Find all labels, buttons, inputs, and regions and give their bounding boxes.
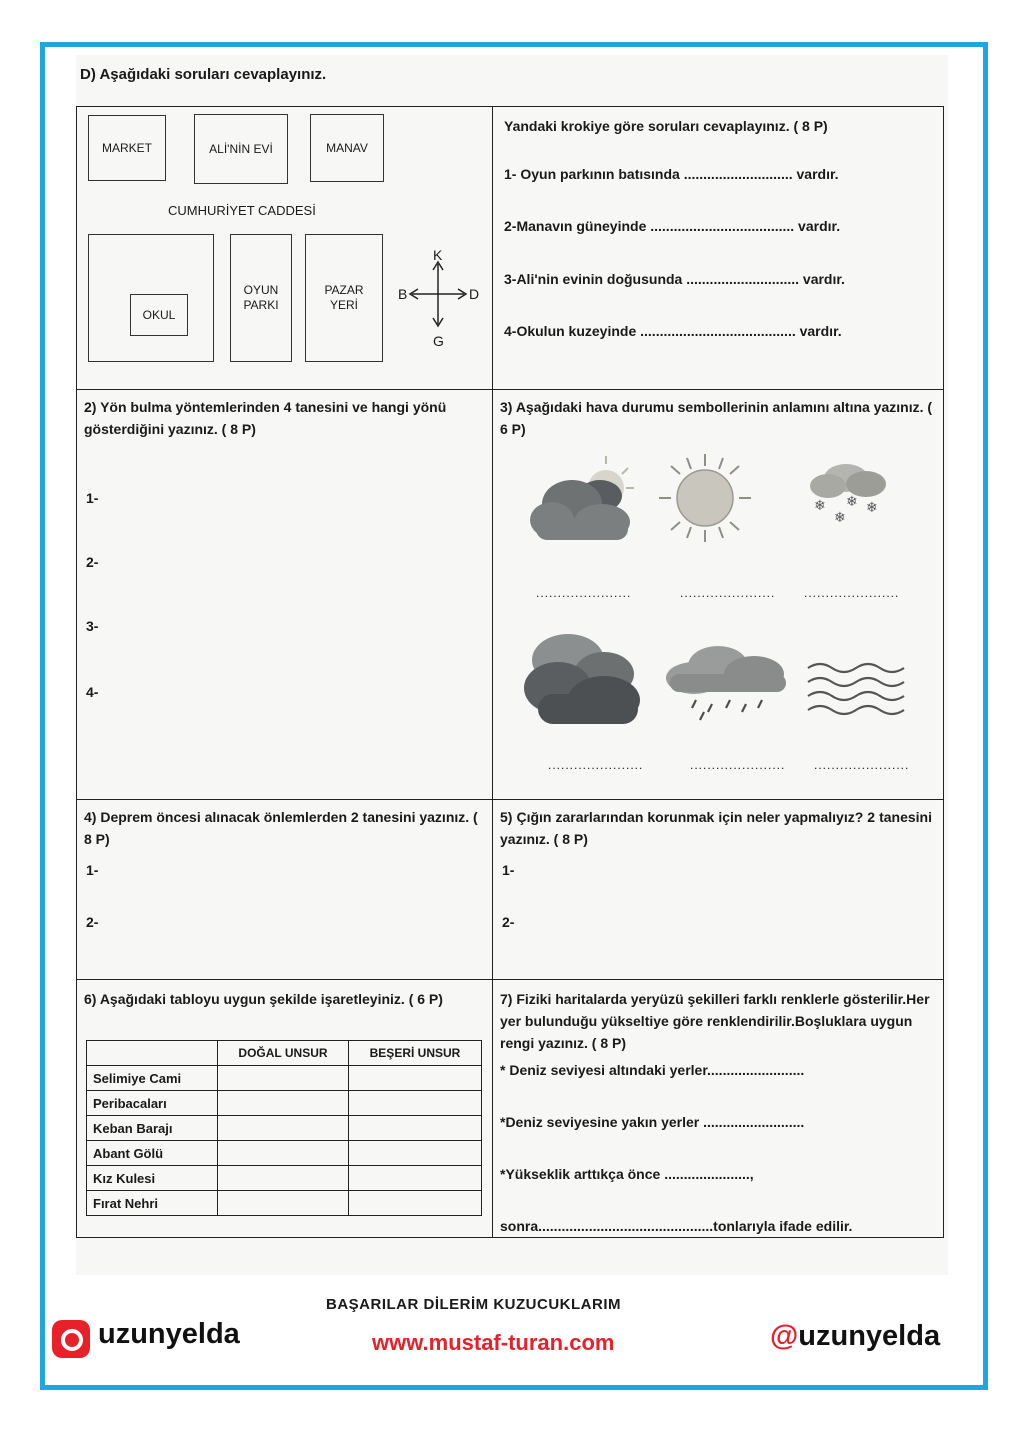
sun-icon bbox=[655, 452, 755, 544]
answer-cell[interactable] bbox=[348, 1166, 481, 1191]
table-row bbox=[87, 1116, 482, 1141]
instagram-icon bbox=[52, 1320, 90, 1358]
map-box-manav: MANAV bbox=[310, 114, 384, 182]
row-divider bbox=[77, 389, 943, 390]
table-header-cell bbox=[87, 1041, 218, 1066]
q3-blank[interactable]: ...................... bbox=[690, 758, 786, 772]
compass-east-label: D bbox=[469, 286, 480, 302]
q1-item: 4-Okulun kuzeyinde ........................................ vardır. bbox=[504, 323, 842, 339]
row-divider bbox=[77, 979, 943, 980]
q4-title: 4) Deprem öncesi alınacak önlemlerden 2 tanesini yazınız. ( 8 P) bbox=[84, 809, 478, 847]
footer-website-tld: .com bbox=[563, 1330, 615, 1355]
answer-cell[interactable] bbox=[218, 1141, 349, 1166]
table-header-cell: DOĞAL UNSUR bbox=[218, 1041, 349, 1066]
q2-line: 4- bbox=[86, 684, 99, 700]
answer-cell[interactable] bbox=[348, 1066, 481, 1091]
q3-title: 3) Aşağıdaki hava durumu sembollerinin anlamını altına yazınız. ( 6 P) bbox=[500, 399, 933, 437]
map-box-market: MARKET bbox=[88, 115, 166, 181]
answer-cell[interactable] bbox=[218, 1091, 349, 1116]
q7-line: * Deniz seviyesi altındaki yerler......................... bbox=[500, 1062, 805, 1078]
q1-item: 2-Manavın güneyinde ..................................... vardır. bbox=[504, 218, 841, 234]
q3-blank[interactable]: ...................... bbox=[536, 586, 632, 600]
table-row bbox=[87, 1141, 482, 1166]
row-divider bbox=[77, 799, 943, 800]
compass-south-label: G bbox=[433, 333, 444, 349]
q4-line: 1- bbox=[86, 862, 99, 878]
partly-cloudy-icon bbox=[522, 448, 640, 548]
table-header-row bbox=[87, 1041, 482, 1066]
q3-blank[interactable]: ...................... bbox=[804, 586, 900, 600]
at-sign: @ bbox=[770, 1320, 799, 1352]
cloudy-icon bbox=[518, 624, 646, 730]
svg-text:❄: ❄ bbox=[846, 494, 858, 510]
q3-blank[interactable]: ...................... bbox=[814, 758, 910, 772]
footer-handle-right bbox=[770, 1320, 940, 1353]
q5-line: 2- bbox=[502, 914, 515, 930]
q2-line: 2- bbox=[86, 554, 99, 570]
answer-cell[interactable] bbox=[218, 1116, 349, 1141]
map-box-ali-house: ALİ'NİN EVİ bbox=[194, 114, 288, 184]
rain-icon bbox=[660, 638, 792, 722]
table-row bbox=[87, 1066, 482, 1091]
svg-text:❄: ❄ bbox=[814, 498, 826, 514]
q1-item: 3-Ali'nin evinin doğusunda ............................. vardır. bbox=[504, 271, 845, 287]
answer-cell[interactable] bbox=[218, 1066, 349, 1091]
q7-line: *Deniz seviyesine yakın yerler .......................... bbox=[500, 1114, 805, 1130]
q2-line: 1- bbox=[86, 490, 99, 506]
row-label: Peribacaları bbox=[87, 1091, 218, 1116]
q3-blank[interactable]: ...................... bbox=[548, 758, 644, 772]
map-box-pazar-yeri: PAZAR YERİ bbox=[305, 234, 383, 362]
footer-handle-left: uzunyelda bbox=[98, 1318, 240, 1350]
answer-cell[interactable] bbox=[348, 1141, 481, 1166]
q7-line: *Yükseklik arttıkça önce ......................, bbox=[500, 1166, 754, 1182]
answer-cell[interactable] bbox=[348, 1191, 481, 1216]
q5-line: 1- bbox=[502, 862, 515, 878]
answer-cell[interactable] bbox=[348, 1116, 481, 1141]
q4-line: 2- bbox=[86, 914, 99, 930]
row-label: Selimiye Cami bbox=[87, 1066, 218, 1091]
table-row bbox=[87, 1091, 482, 1116]
footer-handle-right-text: uzunyelda bbox=[798, 1320, 941, 1352]
closing-message: BAŞARILAR DİLERİM KUZUCUKLARIM bbox=[326, 1296, 621, 1313]
row-label: Abant Gölü bbox=[87, 1141, 218, 1166]
compass-west-label: B bbox=[398, 286, 408, 302]
q1-item: 1- Oyun parkının batısında ............................ vardır. bbox=[504, 166, 839, 182]
table-header-cell: BEŞERİ UNSUR bbox=[348, 1041, 481, 1066]
row-label: Keban Barajı bbox=[87, 1116, 218, 1141]
q1-title: Yandaki krokiye göre soruları cevaplayınız. ( 8 P) bbox=[504, 118, 828, 134]
footer-website[interactable] bbox=[372, 1330, 614, 1356]
q7-title: 7) Fiziki haritalarda yeryüzü şekilleri farklı renklerle gösterilir.Her yer bulunduğu yükseltiye göre renklendirilir.Boşluklara uygun rengi yazınız. ( 8 P) bbox=[500, 991, 930, 1051]
svg-text:❄: ❄ bbox=[866, 500, 878, 516]
footer-website-host: www.mustaf-turan bbox=[372, 1330, 564, 1355]
answer-cell[interactable] bbox=[218, 1191, 349, 1216]
compass-north-label: K bbox=[433, 247, 443, 263]
q5-title: 5) Çığın zararlarından korunmak için neler yapmalıyız? 2 tanesini yazınız. ( 8 P) bbox=[500, 809, 932, 847]
q3-blank[interactable]: ...................... bbox=[680, 586, 776, 600]
map-box-okul: OKUL bbox=[130, 294, 188, 336]
map-street-label: CUMHURİYET CADDESİ bbox=[168, 203, 316, 218]
section-header: D) Aşağıdaki soruları cevaplayınız. bbox=[80, 66, 327, 83]
q6-table bbox=[86, 1040, 482, 1216]
row-label: Kız Kulesi bbox=[87, 1166, 218, 1191]
row-label: Fırat Nehri bbox=[87, 1191, 218, 1216]
snow-icon bbox=[800, 456, 896, 528]
wind-icon bbox=[806, 660, 906, 718]
q6-title: 6) Aşağıdaki tabloyu uygun şekilde işaretleyiniz. ( 6 P) bbox=[84, 991, 443, 1007]
q7-line: sonra.............................................tonlarıyla ifade edilir. bbox=[500, 1218, 853, 1234]
map-box-oyun-parki: OYUN PARKI bbox=[230, 234, 292, 362]
column-divider bbox=[492, 107, 493, 1237]
answer-cell[interactable] bbox=[348, 1091, 481, 1116]
table-row bbox=[87, 1191, 482, 1216]
answer-cell[interactable] bbox=[218, 1166, 349, 1191]
table-row bbox=[87, 1166, 482, 1191]
svg-text:❄: ❄ bbox=[834, 510, 846, 526]
q2-line: 3- bbox=[86, 618, 99, 634]
q2-title: 2) Yön bulma yöntemlerinden 4 tanesini ve hangi yönü gösterdiğini yazınız. ( 8 P) bbox=[84, 399, 447, 437]
